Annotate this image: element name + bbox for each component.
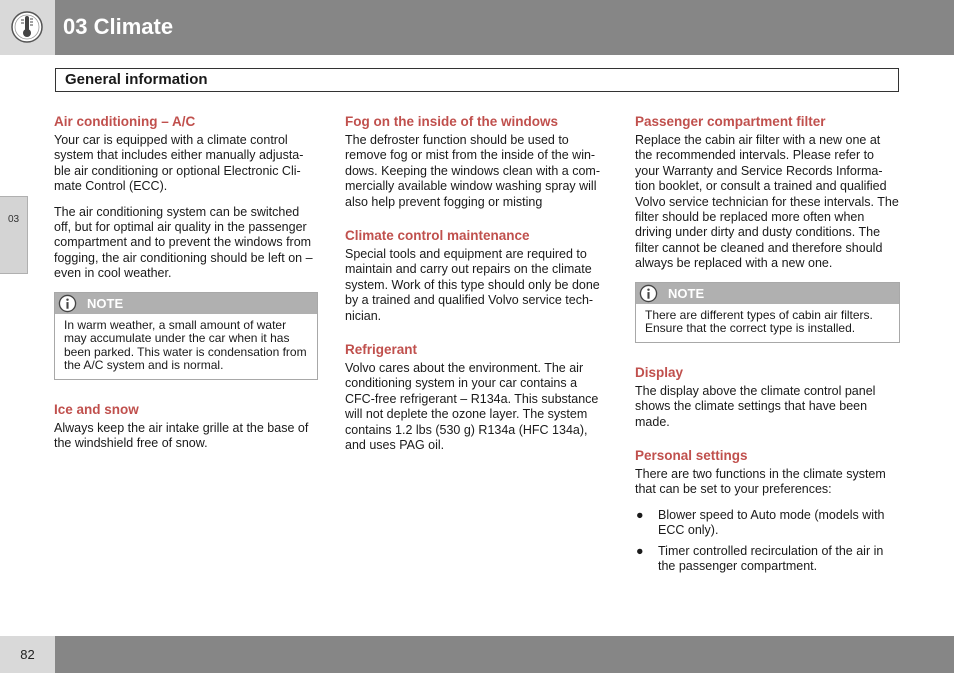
ac-heading: Air conditioning – A/C <box>54 114 196 129</box>
page-number-box <box>0 636 55 673</box>
page-header <box>0 0 954 55</box>
note-label: NOTE <box>668 285 705 301</box>
note-text: In warm weather, a small amount of water may accumulate under the car when it has been parked. This water is condensation from the A/C system and is normal. <box>64 317 307 373</box>
chapter-side-tab[interactable] <box>0 196 28 274</box>
personal-settings-paragraph: There are two functions in the climate system that can be set to your preferences: <box>635 467 886 497</box>
ac-paragraph-2: The air conditioning system can be switched off, but for optimal air quality in the passenger compartment and to prevent the windows from fogging, the air conditioning should be left on – even in cool weather. <box>54 204 313 281</box>
note-box <box>54 292 318 380</box>
note-header <box>636 283 899 304</box>
chapter-icon-box <box>0 0 55 55</box>
info-icon <box>58 294 77 313</box>
maintenance-heading: Climate control maintenance <box>345 228 530 244</box>
ice-paragraph: Always keep the air intake grille at the base of the windshield free of snow. <box>54 421 309 451</box>
fog-paragraph: The defroster function should be used to remove fog or mist from the inside of the win-dows. Keeping the windows clean with a com-mercially available window washing spray will also help prevent fogging or misting <box>345 133 600 209</box>
column-3 <box>635 113 900 580</box>
note-text: There are different types of cabin air filters. Ensure that the correct type is installed. <box>645 307 873 336</box>
note-label: NOTE <box>87 295 124 311</box>
ice-heading: Ice and snow <box>54 402 139 418</box>
note-box <box>635 282 900 343</box>
list-item <box>635 544 900 575</box>
section-bar <box>55 68 899 92</box>
bullet-icon: ● <box>636 507 644 522</box>
column-1 <box>54 113 318 462</box>
ac-paragraph-1: Your car is equipped with a climate control system that includes either manually adjusta-ble air conditioning or optional Electronic Cli-mate Control (ECC). <box>54 133 304 194</box>
display-paragraph: The display above the climate control panel shows the climate settings that have been made. <box>635 383 876 429</box>
bullet-icon: ● <box>636 543 644 558</box>
side-tab-label: 03 <box>7 214 20 225</box>
personal-settings-heading: Personal settings <box>635 448 748 464</box>
page-number: 82 <box>20 647 35 662</box>
refrigerant-paragraph: Volvo cares about the environment. The air conditioning system in your car contains a CFC-free refrigerant – R134a. This substance will not deplete the ozone layer. The system contains 1.2 lbs (530 g) R134a (HFC 134a), and uses PAG oil. <box>345 361 599 453</box>
fog-heading: Fog on the inside of the windows <box>345 114 558 129</box>
list-item <box>635 508 900 539</box>
list-item-text: Blower speed to Auto mode (models with ECC only). <box>658 507 885 538</box>
column-2 <box>345 113 609 464</box>
list-item-text: Timer controlled recirculation of the air in the passenger compartment. <box>658 543 884 574</box>
filter-heading: Passenger compartment filter <box>635 114 826 129</box>
thermometer-icon <box>11 11 43 43</box>
note-header <box>55 293 317 314</box>
section-title: General information <box>65 71 208 88</box>
display-heading: Display <box>635 364 684 380</box>
page-footer <box>0 636 954 673</box>
maintenance-paragraph: Special tools and equipment are required to maintain and carry out repairs on the climate system. Work of this type should only be done by a trained and qualified Volvo service tech-nician. <box>345 247 600 323</box>
personal-settings-list <box>635 508 900 575</box>
filter-paragraph: Replace the cabin air filter with a new one at the recommended intervals. Please refer to your Warranty and Service Records Informa-tion booklet, or consult a trained and qualified Volvo service technician for these intervals. The filter should be replaced more often when driving under dirty and dusty conditions. The filter cannot be cleaned and therefore should always be replaced with a new one. <box>635 133 899 271</box>
refrigerant-heading: Refrigerant <box>345 342 418 358</box>
chapter-title: 03 Climate <box>63 14 174 39</box>
info-icon <box>639 284 658 303</box>
